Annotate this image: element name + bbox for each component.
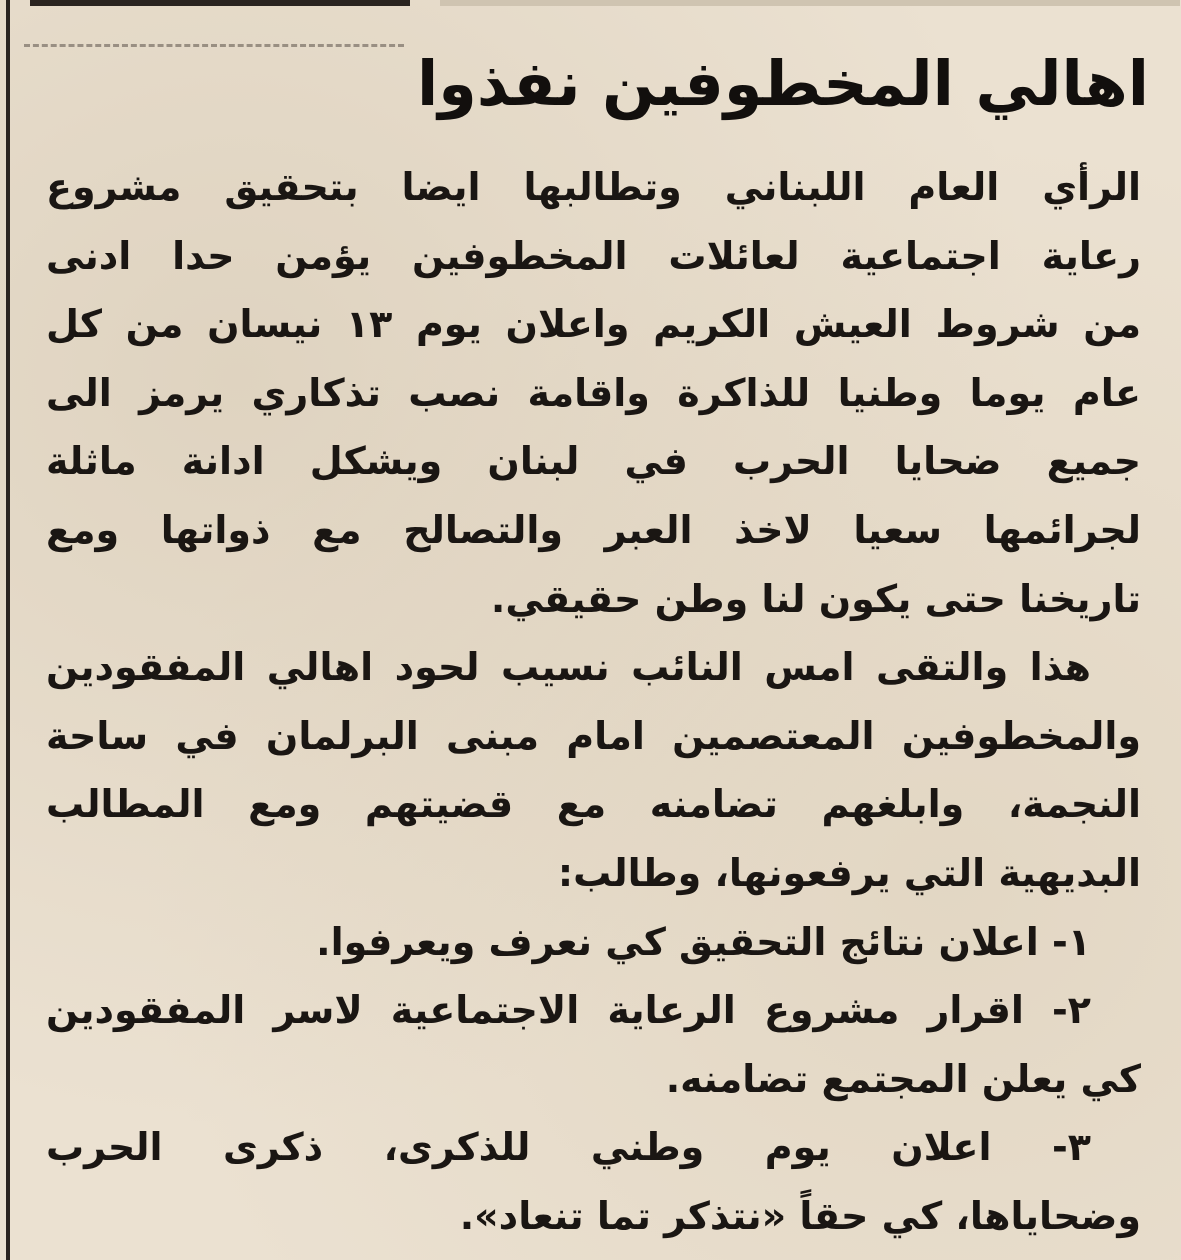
list-item-3: ٣- اعلان يوم وطني للذكرى، ذكرى الحرب [46,1125,1091,1170]
article-line: النجمة، وابلغهم تضامنه مع قضيتهم ومع المطالب [46,782,1141,827]
article-line: لجرائمها سعيا لاخذ العبر والتصالح مع ذواتها ومع [46,507,1141,552]
article-line: وضحاياها، كي حقاً «نتذكر تما تنعاد». [459,1193,1141,1238]
list-item-2: ٢- اقرار مشروع الرعاية الاجتماعية لاسر المفقودين [46,988,1091,1033]
article-line: الرأي العام اللبناني وتطالبها ايضا بتحقيق مشروع [46,165,1141,209]
top-margin-strip [440,0,1180,6]
article-line: جميع ضحايا الحرب في لبنان ويشكل ادانة ماثلة [46,439,1141,484]
article-line: والمخطوفين المعتصمين امام مبنى البرلمان في ساحة [46,713,1141,758]
article-body [46,153,1141,1251]
article-line: تاريخنا حتى يكون لنا وطن حقيقي. [490,576,1141,621]
article-line: هذا والتقى امس النائب نسيب لحود اهالي المفقودين [46,645,1091,690]
article-line: عام يوما وطنيا للذاكرة واقامة نصب تذكاري يرمز الى [46,370,1141,415]
article-line: البديهية التي يرفعونها، وطالب: [557,850,1141,895]
column-rule [6,0,10,1260]
top-border-strip [30,0,410,6]
article-headline: اهالي المخطوفين نفذوا [417,47,1149,120]
list-item-1: ١- اعلان نتائج التحقيق كي نعرف ويعرفوا. [316,919,1091,964]
article-line: رعاية اجتماعية لعائلات المخطوفين يؤمن حدا ادنى [46,233,1141,278]
dashed-separator [24,44,404,47]
article-line: من شروط العيش الكريم واعلان يوم ١٣ نيسان من كل [46,302,1141,347]
article-line: كي يعلن المجتمع تضامنه. [665,1056,1141,1101]
